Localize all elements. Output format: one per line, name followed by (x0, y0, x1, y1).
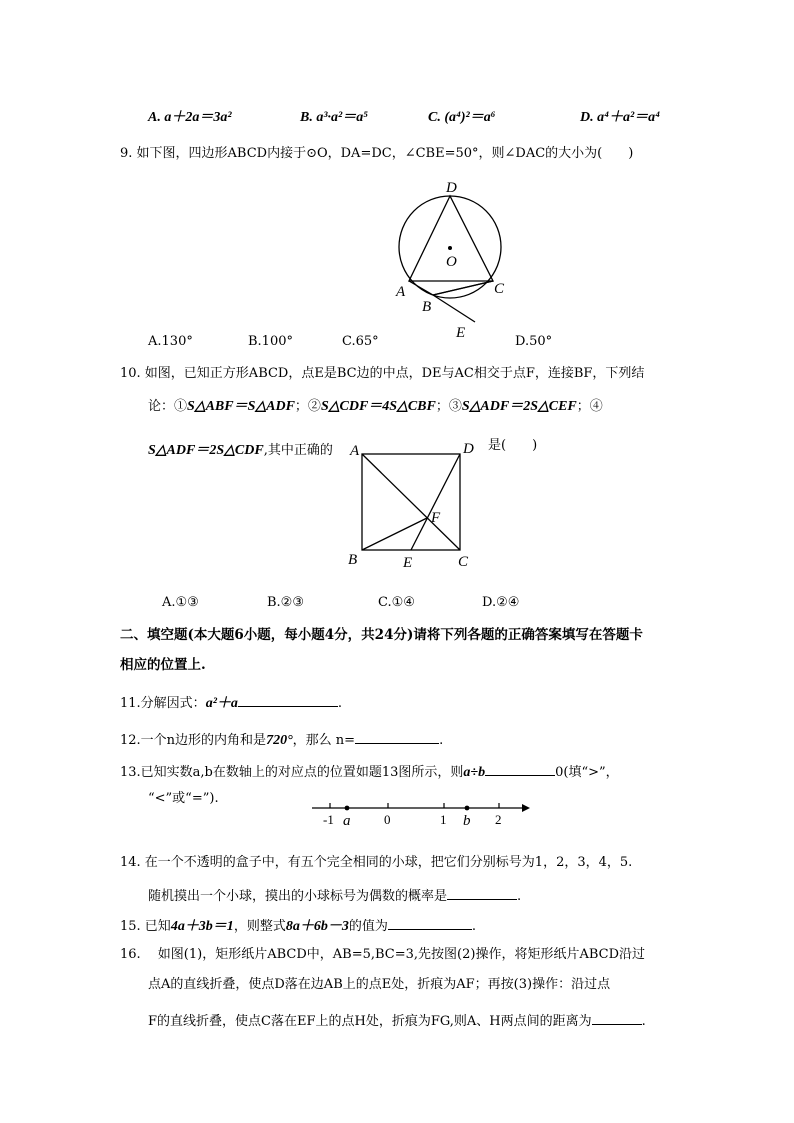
q15-answer-blank[interactable] (388, 915, 472, 930)
label-c: C (458, 554, 469, 570)
label-e: E (456, 325, 466, 341)
q11: 11.分解因式：a²＋a . (120, 692, 342, 713)
q10-stem-tail: 是( ) (488, 438, 538, 453)
point-label-b: b (463, 813, 471, 828)
q8-option-b: B. a³·a²＝a⁵ (300, 110, 369, 125)
label-f: F (431, 510, 441, 526)
q15: 15. 已知4a＋3b＝1，则整式8a＋6b－3的值为 . (120, 915, 476, 936)
label-a: A (350, 443, 360, 459)
q9-option-c: C.65° (342, 334, 379, 349)
q14-answer-blank[interactable] (447, 885, 517, 900)
point-a (345, 806, 350, 811)
q8-option-d: D. a⁴＋a²＝a⁴ (580, 110, 661, 125)
segment-bf (362, 518, 427, 550)
q10-option-c: C.①④ (378, 595, 415, 610)
q16-answer-blank[interactable] (592, 1010, 642, 1025)
label-o: O (446, 254, 457, 270)
point-b (465, 806, 470, 811)
axis-arrow (522, 804, 530, 812)
q13-number-line (308, 796, 534, 828)
q9-option-b: B.100° (248, 334, 293, 349)
q9-stem: 9. 如下图，四边形ABCD内接于⊙O，DA=DC，∠CBE=50°，则∠DAC的大小为( ) (120, 146, 634, 161)
q10-square-figure (340, 436, 490, 572)
q10-stem-line2: 论：①S△ABF＝S△ADF；②S△CDF＝4S△CBF；③S△ADF＝2S△CEF；④ (148, 399, 603, 414)
q13-answer-blank[interactable] (485, 761, 555, 776)
label-c: C (494, 281, 505, 297)
q10-stem-line1: 10. 如图，已知正方形ABCD，点E是BC边的中点，DE与AC相交于点F，连接BF，下列结 (120, 366, 645, 381)
section2-heading-line1: 二、填空题(本大题6小题，每小题4分，共24分)请将下列各题的正确答案填写在答题卡 (120, 627, 643, 643)
tick-label-minus1: -1 (323, 812, 334, 827)
point-label-a: a (343, 813, 351, 828)
q14-line1: 14. 在一个不透明的盒子中，有五个完全相同的小球，把它们分别标号为1，2，3，4，5. (120, 855, 633, 870)
label-e: E (403, 555, 413, 571)
q13-line1: 13.已知实数a,b在数轴上的对应点的位置如题13图所示，则a÷b 0(填“>”， (120, 761, 619, 782)
q16-line2: 点A的直线折叠，使点D落在边AB上的点E处，折痕为AF；再按(3)操作：沿过点 (148, 977, 611, 992)
q9-option-d: D.50° (515, 334, 553, 349)
segment-de (411, 454, 460, 550)
center-dot (448, 246, 452, 250)
q9-option-a: A.130° (148, 334, 193, 349)
label-d: D (446, 180, 457, 196)
q10-stem-line3: S△ADF＝2S△CDF,其中正确的 (148, 443, 333, 458)
tick-label-0: 0 (384, 812, 391, 827)
q16-line3: F的直线折叠，使点C落在EF上的点H处，折痕为FG,则A、H两点间的距离为 . (148, 1010, 646, 1031)
segment-ab (409, 281, 433, 295)
q9-circle-figure (390, 175, 520, 343)
label-d: D (463, 441, 474, 457)
tick-label-2: 2 (495, 812, 502, 827)
q13-line2: “<”或“=”). (148, 791, 219, 806)
q8-option-c: C. (a⁴)²＝a⁶ (428, 110, 496, 125)
q11-answer-blank[interactable] (238, 692, 338, 707)
tick-label-1: 1 (440, 812, 447, 827)
q12: 12.一个n边形的内角和是720°，那么 n= . (120, 729, 443, 750)
q16-line1: 16. 如图(1)，矩形纸片ABCD中，AB=5,BC=3,先按图(2)操作，将矩形纸片ABCD沿过 (120, 947, 646, 962)
q8-option-a: A. a＋2a＝3a² (148, 110, 232, 125)
label-b: B (422, 299, 432, 315)
q12-answer-blank[interactable] (355, 729, 439, 744)
q10-option-a: A.①③ (162, 595, 199, 610)
section2-heading-line2: 相应的位置上. (120, 657, 206, 673)
q10-option-d: D.②④ (482, 595, 520, 610)
diagonal-ac (362, 454, 460, 550)
q14-line2: 随机摸出一个小球，摸出的小球标号为偶数的概率是 . (148, 885, 521, 906)
segment-be (433, 295, 475, 322)
label-a: A (396, 284, 406, 300)
q10-option-b: B.②③ (267, 595, 304, 610)
label-b: B (348, 552, 358, 568)
